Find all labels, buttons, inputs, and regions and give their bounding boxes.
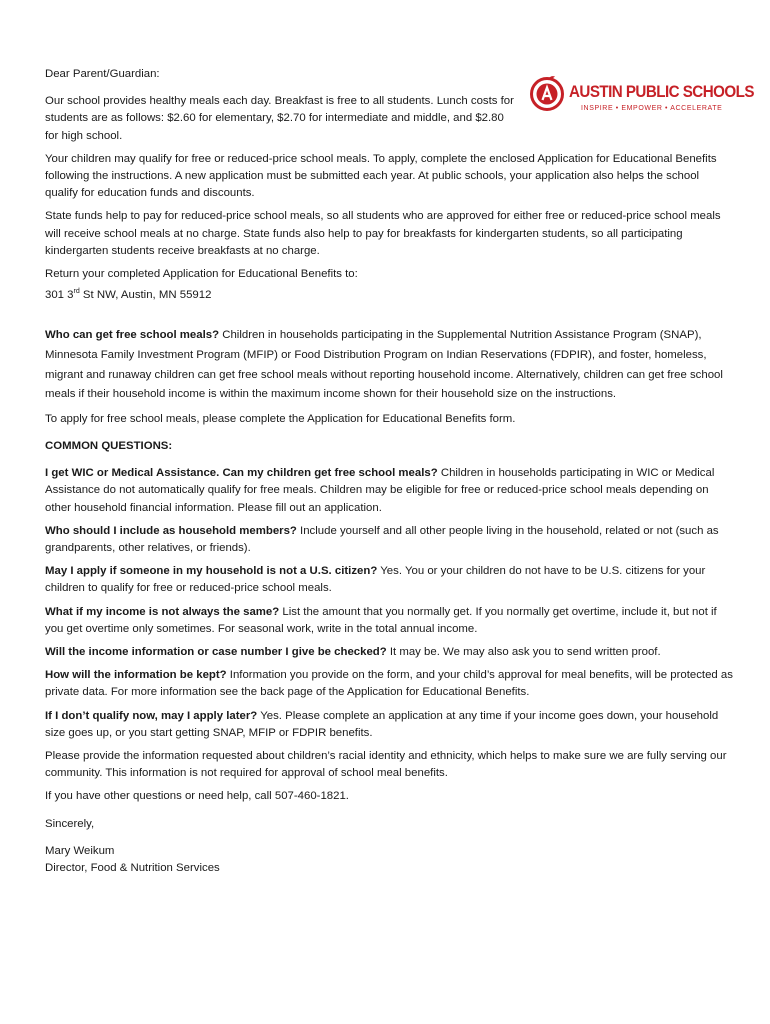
- state-funds-paragraph: State funds help to pay for reduced-price school meals, so all students who are approved for either free or reduced-price school meals will receive school meals at no charge. State funds also help to pay for breakfasts for kindergarten students, so all participating kindergarten students receive breakfasts at no charge.: [45, 210, 721, 257]
- logo-wordmark: AUSTIN PUBLIC SCHOOLS: [569, 83, 754, 101]
- free-meals-question: Who can get free school meals?: [45, 329, 220, 342]
- help-line: If you have other questions or need help, call 507-460-1821.: [45, 790, 349, 803]
- faq-item: I get WIC or Medical Assistance. Can my children get free school meals? Children in households participating in WIC or Medical Assistance do not automatically qualify for free meals. Children may be eligible for free or reduced-price school meals depending on other household financial information. Please fill out an application.: [45, 467, 715, 514]
- greeting: Dear Parent/Guardian:: [45, 68, 160, 80]
- free-meals-paragraph: [45, 326, 735, 404]
- closing: Sincerely,: [45, 817, 95, 830]
- faq-item: May I apply if someone in my household is not a U.S. citizen? Yes. You or your children do not have to be U.S. citizens for your children to qualify for free or reduced-price school meals.: [45, 565, 706, 595]
- faq-item: If I don’t qualify now, may I apply later? Yes. Please complete an application at any time if your income goes down, your household size goes up, or you start getting SNAP, MFIP or FDPIR benefits.: [45, 709, 719, 739]
- faq-item: What if my income is not always the same? List the amount that you normally get. If you normally get overtime, include it, but not if you get overtime only sometimes. For seasonal work, write in the total annual income.: [45, 605, 717, 635]
- free-meals-answer: Children in households participating in the Supplemental Nutrition Assistance Program (SNAP), Minnesota Family Investment Program (MFIP) or Food Distribution Program on Indian Reservations (FDPIR), and foster, homeless, migrant and runaway children can get free school meals without reporting household income. Alternatively, children can get free school meals if their household income is within the maximum income shown for their household size on the instructions.: [45, 329, 723, 401]
- qualify-paragraph: Your children may qualify for free or reduced-price school meals. To apply, complete the enclosed Application for Educational Benefits following the instructions. A new application must be submitted each year. At public schools, your application also helps the school qualify for education funds and discounts.: [45, 152, 717, 200]
- letter-body: [45, 66, 735, 883]
- faq-item: Will the income information or case number I give be checked? It may be. We may also ask you to send written proof.: [45, 646, 661, 659]
- signer-title: Director, Food & Nutrition Services: [45, 862, 220, 875]
- meal-cost-paragraph: Our school provides healthy meals each day. Breakfast is free to all students. Lunch costs for students are as follows: $2.60 for elementary, $2.70 for intermediate and middle, and $2.80 for high school.: [45, 95, 514, 142]
- common-questions-heading: COMMON QUESTIONS:: [45, 440, 173, 453]
- faq-item: Who should I include as household members? Include yourself and all other people living in the household, related or not (such as grandparents, other relatives, or friends).: [45, 524, 719, 555]
- logo-tagline: INSPIRE • EMPOWER • ACCELERATE: [581, 105, 723, 112]
- faq-item: How will the information be kept? Information you provide on the form, and your child’s approval for meal benefits, will be protected as private data. For more information see the back page of the Application for Educational Benefits.: [45, 669, 733, 699]
- return-address: 301 3rd St NW, Austin, MN 55912: [45, 288, 212, 302]
- signer-name: Mary Weikum: [45, 844, 115, 857]
- return-instruction: Return your completed Application for Educational Benefits to:: [45, 268, 358, 281]
- ethnicity-note: Please provide the information requested about children’s racial identity and ethnicity, which helps to make sure we are fully serving our community. This information is not required for approval of school meal benefits.: [45, 750, 727, 780]
- apply-instruction: To apply for free school meals, please complete the Application for Educational Benefits form.: [45, 412, 516, 425]
